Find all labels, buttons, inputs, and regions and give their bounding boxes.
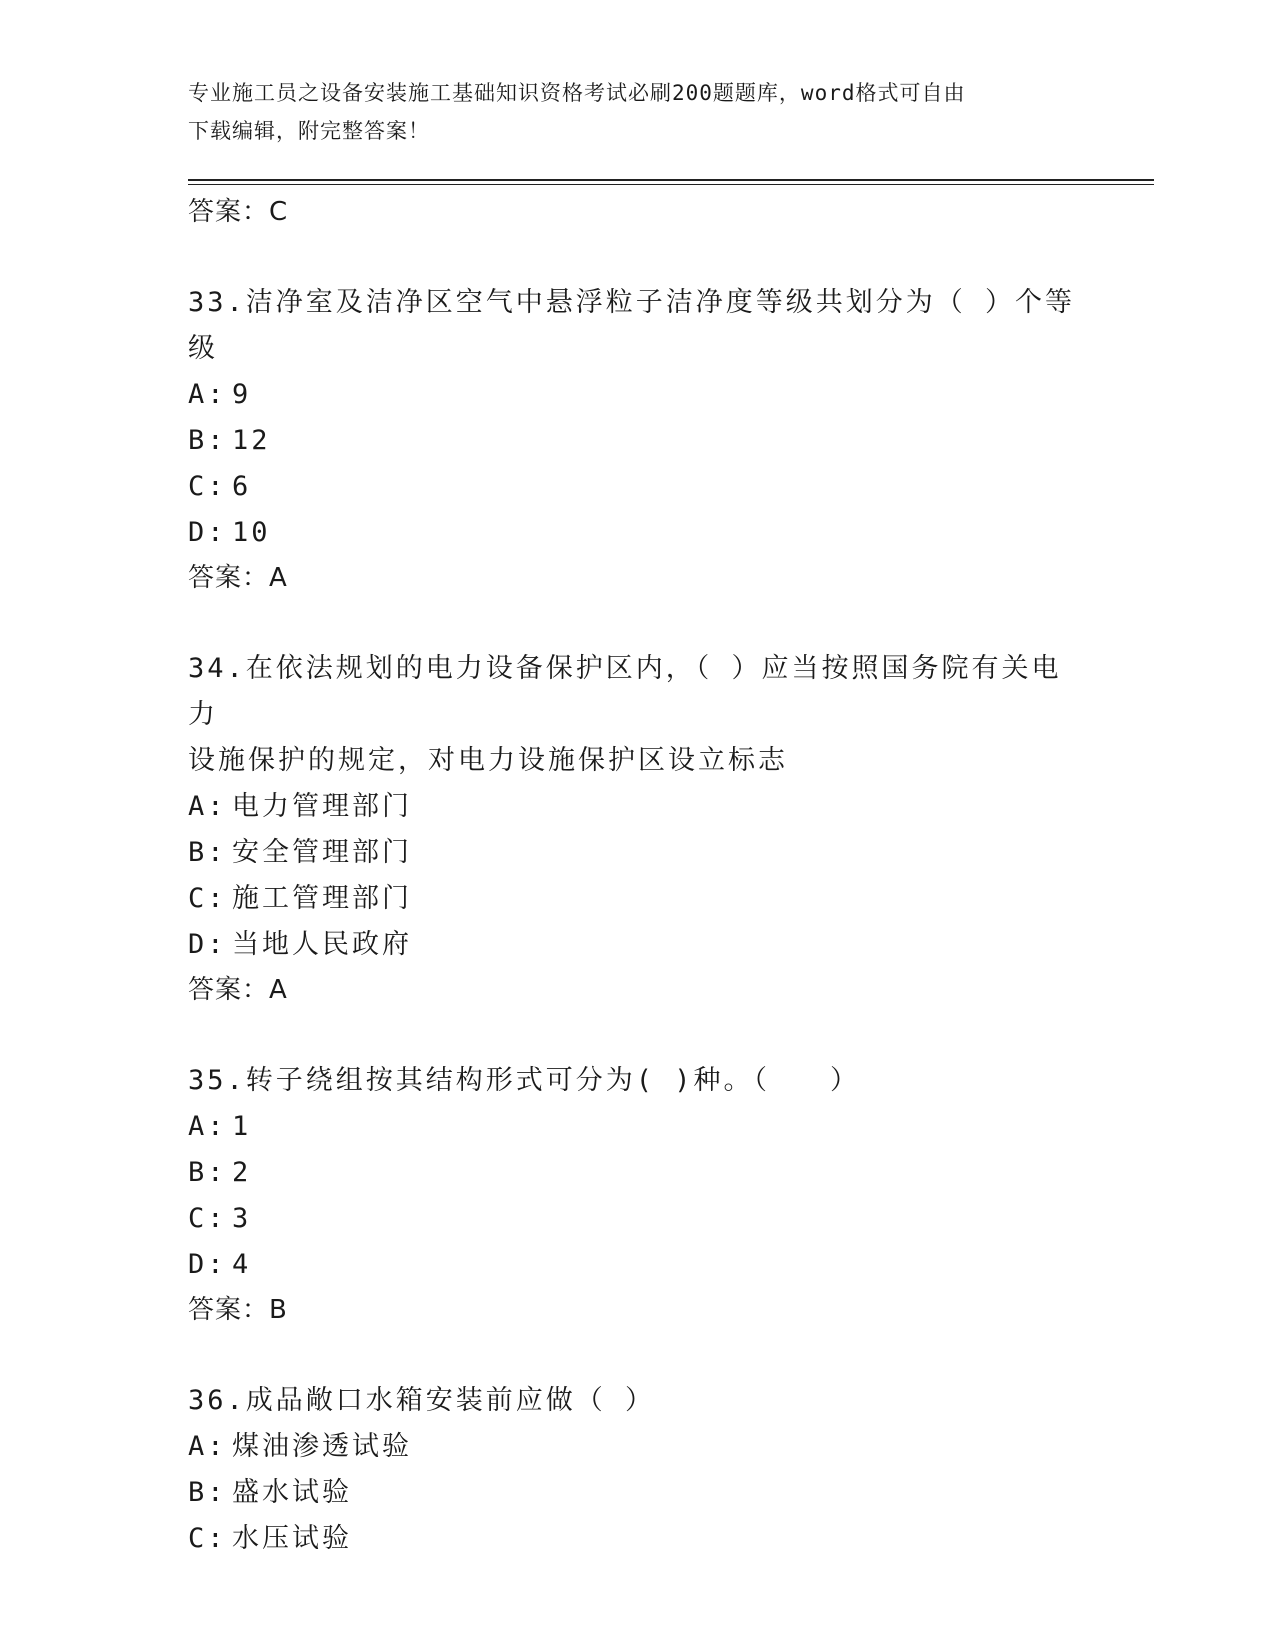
header-divider-thin <box>188 184 1154 185</box>
question-text: 33.洁净室及洁净区空气中悬浮粒子洁净度等级共划分为（ ）个等级 <box>188 287 1076 364</box>
option-text: 当地人民政府 <box>232 929 412 960</box>
header-divider-thick <box>188 179 1154 181</box>
option-text: 电力管理部门 <box>232 791 412 822</box>
option-text: 6 <box>232 471 252 502</box>
option-letter: A: <box>188 1111 227 1142</box>
answer-line: 答案：A <box>188 563 288 593</box>
option-b <box>188 1470 1088 1516</box>
option-text: 盛水试验 <box>232 1477 352 1508</box>
option-d <box>188 1242 1088 1288</box>
question-text-line-2: 设施保护的规定，对电力设施保护区设立标志 <box>188 745 788 776</box>
option-b <box>188 1150 1088 1196</box>
option-text: 12 <box>232 425 271 456</box>
option-letter: D: <box>188 517 227 548</box>
option-a <box>188 784 1088 830</box>
question-36 <box>188 1378 1088 1562</box>
option-text: 10 <box>232 517 271 548</box>
answer-line: 答案：B <box>188 1295 288 1325</box>
question-33 <box>188 280 1088 600</box>
question-34 <box>188 646 1088 1012</box>
option-letter: A: <box>188 1431 227 1462</box>
option-text: 2 <box>232 1157 252 1188</box>
question-text-line-1: 34.在依法规划的电力设备保护区内，（ ）应当按照国务院有关电力 <box>188 653 1062 730</box>
answer-line: 答案：C <box>188 197 289 227</box>
option-d <box>188 510 1088 556</box>
question-text: 35.转子绕组按其结构形式可分为( )种。（ ） <box>188 1065 861 1096</box>
option-b <box>188 830 1088 876</box>
option-letter: D: <box>188 929 227 960</box>
option-a <box>188 1104 1088 1150</box>
option-letter: B: <box>188 425 227 456</box>
option-a <box>188 372 1088 418</box>
option-letter: C: <box>188 883 227 914</box>
option-letter: A: <box>188 791 227 822</box>
option-letter: B: <box>188 837 227 868</box>
option-letter: B: <box>188 1477 227 1508</box>
question-text: 36.成品敞口水箱安装前应做（ ） <box>188 1385 656 1416</box>
option-letter: A: <box>188 379 227 410</box>
answer-line: 答案：A <box>188 975 288 1005</box>
option-c <box>188 464 1088 510</box>
option-text: 3 <box>232 1203 252 1234</box>
question-35 <box>188 1058 1088 1332</box>
option-text: 安全管理部门 <box>232 837 412 868</box>
option-c <box>188 1516 1088 1562</box>
option-a <box>188 1424 1088 1470</box>
option-b <box>188 418 1088 464</box>
option-letter: B: <box>188 1157 227 1188</box>
option-letter: D: <box>188 1249 227 1280</box>
option-text: 水压试验 <box>232 1523 352 1554</box>
document-body <box>188 190 1088 1562</box>
option-letter: C: <box>188 1203 227 1234</box>
option-letter: C: <box>188 1523 227 1554</box>
option-d <box>188 922 1088 968</box>
option-letter: C: <box>188 471 227 502</box>
header-line-1: 专业施工员之设备安装施工基础知识资格考试必刷200题题库，word格式可自由 <box>188 81 966 105</box>
option-text: 施工管理部门 <box>232 883 412 914</box>
option-text: 煤油渗透试验 <box>232 1431 412 1462</box>
option-c <box>188 876 1088 922</box>
option-text: 9 <box>232 379 252 410</box>
option-text: 1 <box>232 1111 252 1142</box>
option-c <box>188 1196 1088 1242</box>
option-text: 4 <box>232 1249 252 1280</box>
header-line-2: 下载编辑，附完整答案！ <box>188 119 430 143</box>
document-header <box>188 74 1078 150</box>
